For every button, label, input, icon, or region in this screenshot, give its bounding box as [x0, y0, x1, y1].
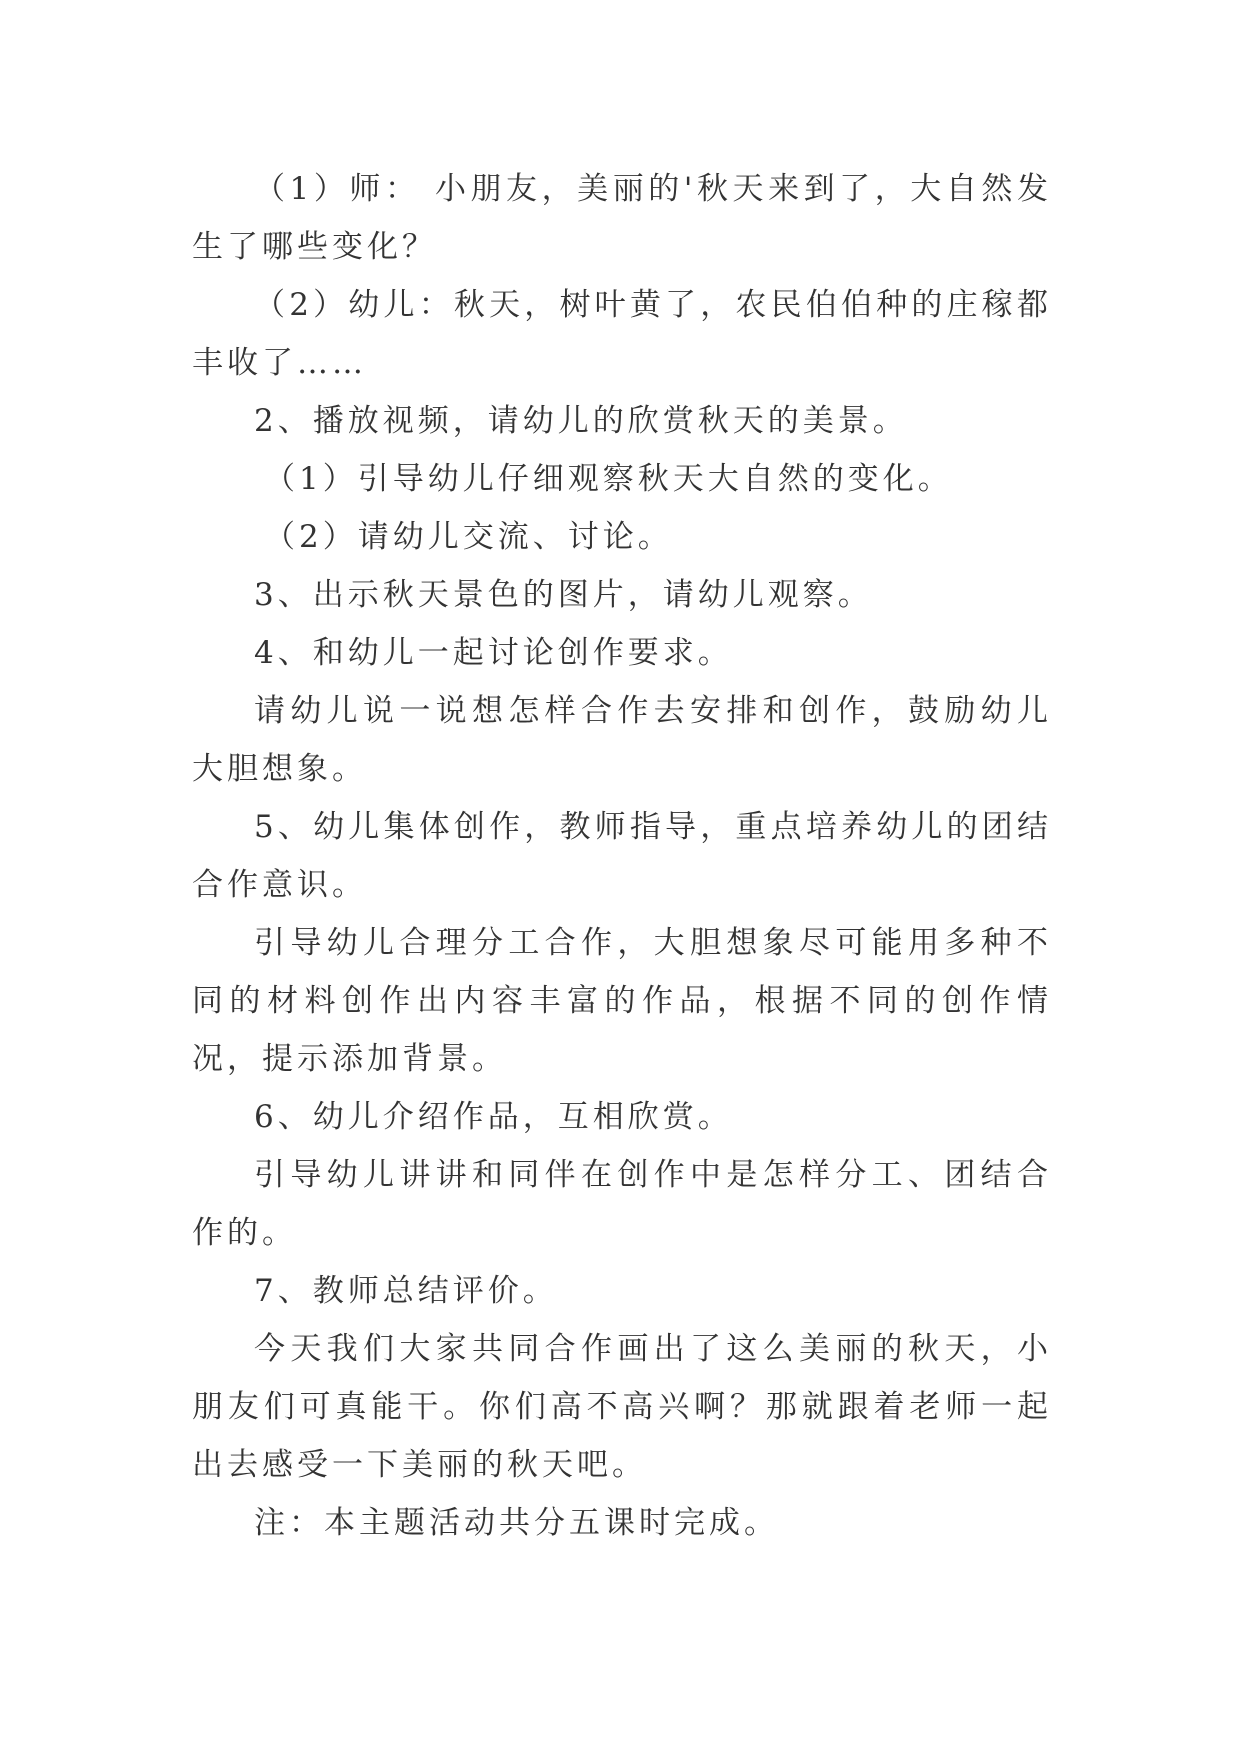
- paragraph-step-6: 6、幼儿介绍作品，互相欣赏。: [254, 1099, 733, 1135]
- paragraph-step-2-1: （1）引导幼儿仔细观察秋天大自然的变化。: [264, 461, 953, 497]
- paragraph-teacher-question: （1）师： 小朋友，美丽的'秋天来到了，大自然发生了哪些变化？: [192, 171, 1052, 265]
- paragraph-step-7-detail: 今天我们大家共同合作画出了这么美丽的秋天，小朋友们可真能干。你们高不高兴啊？那就跟着老师一起出去感受一下美丽的秋天吧。: [192, 1331, 1052, 1483]
- paragraph-step-2: 2、播放视频，请幼儿的欣赏秋天的美景。: [254, 403, 908, 439]
- document-body: [192, 160, 1052, 1552]
- paragraph-child-answer: （2）幼儿：秋天，树叶黄了，农民伯伯种的庄稼都丰收了……: [192, 287, 1052, 381]
- paragraph-step-6-detail: 引导幼儿讲讲和同伴在创作中是怎样分工、团结合作的。: [192, 1157, 1052, 1251]
- paragraph-step-7: 7、教师总结评价。: [254, 1273, 558, 1309]
- paragraph-note: 注：本主题活动共分五课时完成。: [254, 1505, 779, 1541]
- paragraph-step-5-detail: 引导幼儿合理分工合作，大胆想象尽可能用多种不同的材料创作出内容丰富的作品，根据不同的创作情况，提示添加背景。: [192, 925, 1052, 1077]
- paragraph-step-4-detail: 请幼儿说一说想怎样合作去安排和创作，鼓励幼儿大胆想象。: [192, 693, 1052, 787]
- paragraph-step-2-2: （2）请幼儿交流、讨论。: [264, 519, 673, 555]
- paragraph-step-5: 5、幼儿集体创作，教师指导，重点培养幼儿的团结合作意识。: [192, 809, 1052, 903]
- paragraph-step-3: 3、出示秋天景色的图片，请幼儿观察。: [254, 577, 873, 613]
- paragraph-step-4: 4、和幼儿一起讨论创作要求。: [254, 635, 733, 671]
